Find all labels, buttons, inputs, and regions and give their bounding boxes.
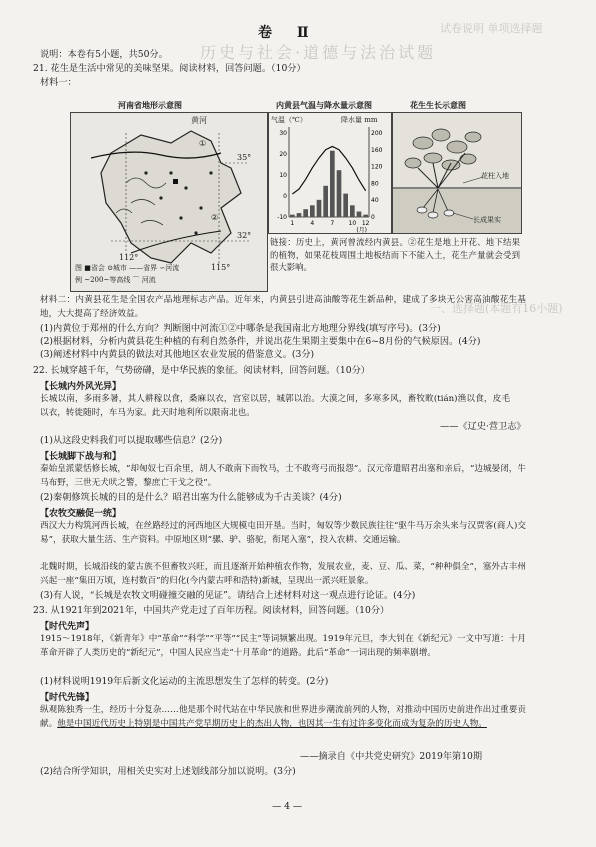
- q22-para3: 西汉大力构筑河西长城，在丝路经过的河西地区大规模屯田开垦。当时，匈奴等少数民族往往“驱牛马万余头来与汉贾客(商人)交易”，获取大量生活、生产资料。中原地区则“骡、驴、骆驼，衔尾入塞”，投入农耕、交通运输。: [40, 521, 526, 545]
- map-label-115: 115°: [211, 263, 231, 272]
- q23-question1: (1)材料说明1919年后新文化运动的主流思想发生了怎样的转变。(2分): [40, 676, 329, 687]
- climate-x-tick: 1: [290, 220, 295, 227]
- q23-source: ——摘录自《中共党史研究》2019年第10期: [300, 751, 483, 762]
- q23-para2-underlined: 他是中国近代历史上特别是中国共产党早期历史上的杰出人物，也因其一生有过许多变化而成为复杂的历史人物。: [57, 718, 487, 729]
- q22-question3: (3)有人说，“长城是农牧文明碰撞交融的见证”。请结合上述材料对这一观点进行论证。(4分): [40, 590, 416, 601]
- climate-precip-bar: [297, 213, 302, 217]
- henan-map: [70, 112, 268, 292]
- climate-precip-bar: [317, 200, 322, 217]
- climate-precip-bar: [357, 212, 362, 217]
- q21-question1: (1)内黄位于郑州的什么方向？判断图中河流①②中哪条是我国南北方地理分界线(填写序号)。(3分): [40, 323, 441, 334]
- climate-temperature-curve: [292, 146, 365, 194]
- page-number: — 4 —: [272, 801, 303, 812]
- q21-question2: (2)根据材料，分析内黄县花生种植的有利自然条件，并说出花生果期主要集中在6~8月份的气候原因。(4分): [40, 336, 481, 347]
- map-label-112: 112°: [119, 253, 139, 262]
- climate-left-tick: 10: [279, 172, 287, 179]
- q23-para1: 1915～1918年，《新青年》中“革命”“科学”“平等”“民主”等词频繁出现。1919年元旦，李大钊在《新纪元》一文中写道：十月革命开辟了人类历史的“新纪元”，中国人民应当走“十月革命”的道路。此后“革命”一词出现的频率剧增。: [40, 634, 526, 658]
- climate-left-tick: 20: [279, 151, 287, 158]
- map-legend-line1: 图 ■省会 ⊙城市 ——省界 ∽河流: [75, 264, 180, 272]
- climate-chart: [268, 112, 392, 234]
- climate-x-tick: 12: [361, 220, 370, 227]
- q23-tag1: 【时代先声】: [40, 622, 95, 632]
- q23-question2: (2)结合所学知识，用相关史实对上述划线部分加以说明。(3分): [40, 766, 296, 777]
- map-label-35: 35°: [237, 153, 252, 162]
- climate-y-right-label: 降水量 mm: [341, 116, 378, 124]
- climate-precip-bar: [350, 205, 355, 217]
- climate-precip-bar: [290, 215, 295, 217]
- climate-right-tick: 200: [371, 130, 383, 137]
- map-label-2: ②: [211, 213, 219, 222]
- peanut-label-2: 长成果实: [473, 216, 501, 224]
- climate-y-left-label: 气温（℃）: [271, 116, 307, 124]
- climate-plot: [269, 113, 391, 233]
- section-title: 卷 Ⅱ: [258, 25, 319, 41]
- climate-right-tick: 40: [371, 197, 379, 205]
- climate-precip-bar: [343, 194, 348, 217]
- q22-tag3: 【农牧交融促一统】: [40, 509, 122, 519]
- climate-right-tick: 160: [371, 146, 383, 154]
- q23-para2: [40, 704, 526, 731]
- q22-question2: (2)秦朝修筑长城的目的是什么？昭君出塞为什么能够成为千古美谈？(4分): [40, 492, 342, 503]
- q22-para2: 秦始皇派蒙恬修长城，“却匈奴七百余里，胡人不敢南下而牧马，士不敢弯弓而报怨”。汉元帝遣昭君出塞和亲后，“边城晏闭，牛马布野，三世无犬吠之警，黎庶亡干戈之役”。: [40, 464, 526, 488]
- q22-tag2: 【长城脚下战与和】: [40, 452, 122, 462]
- q22-para4: 北魏时期，长城沿线的蒙古族不但畜牧兴旺，而且逐渐开始种植农作物，发展农业，麦、豆、瓜、菜，“种种俱全”，塞外古丰州兴起一座“集田万顷，连村数百”的归化(今内蒙古呼和浩特)新城，呈现出一派兴旺景象。: [40, 562, 526, 586]
- climate-x-tick: 4: [310, 220, 315, 227]
- q21-link-text: 链接：历史上，黄河曾流经内黄县。②花生是地上开花、地下结果的植物，如果花枝周围土地板结而下不能入土，花生产量就会受到很大影响。: [270, 237, 520, 272]
- q22-stem: 22. 长城穿越千年，气势磅礴，是中华民族的象征。阅读材料，回答问题。（10分）: [33, 365, 370, 376]
- bleed-through-text-2: 一、选择题(本题有16小题): [430, 302, 563, 315]
- bleed-through-title: 历史与社会·道德与法治试题: [200, 43, 437, 62]
- climate-precip-bar: [363, 215, 368, 217]
- climate-right-tick: 80: [371, 180, 379, 188]
- q23-para2-part1: 纵观陈独秀一生，经历十分复杂……他是那个时代站在中华民族和世界进步潮流前列的人物，对推动中国历史前进作出过重要贡献。: [40, 705, 526, 729]
- climate-x-tick: 7: [330, 220, 335, 227]
- map-legend-line2: 例 ~200~等高线 ⌒ 河流: [75, 276, 156, 284]
- climate-right-tick: 0: [371, 214, 375, 221]
- climate-left-tick: 0: [283, 193, 287, 200]
- section-note: 说明：本卷有5小题，共50分。: [40, 49, 168, 60]
- peanut-figure: [392, 112, 522, 234]
- q22-question1: (1)从这段史料我们可以提取哪些信息？(2分): [40, 435, 223, 446]
- q21-question3: (3)阐述材料中内黄县的做法对其他地区农业发展的借鉴意义。(3分): [40, 349, 315, 360]
- q22-tag1: 【长城内外风光异】: [40, 382, 122, 392]
- climate-left-tick: -10: [277, 214, 287, 221]
- q21-stem: 21. 花生是生活中常见的美味坚果。阅读材料，回答问题。（10分）: [33, 63, 306, 74]
- climate-precip-bar: [303, 209, 308, 217]
- climate-title: 内黄县气温与降水量示意图: [276, 100, 372, 110]
- peanut-label-1: 花柱入地: [481, 172, 509, 180]
- map-label-1: ①: [199, 139, 207, 148]
- q21-material2: 材料二：内黄县花生是全国农产品地理标志产品。近年来，内黄县引进高油酸等花生新品种，建成了多块无公害高油酸花生基地，大大提高了经济效益。: [40, 295, 526, 319]
- q22-para1: 长城以南，多雨多暑，其人耕稼以食，桑麻以衣，宫室以居，城郭以治。大漠之间，多寒多风，畜牧畋(tián)渔以食，皮毛以衣，转徙随时，车马为家。此天时地利所以限南北也。: [40, 394, 510, 418]
- climate-x-tick: 10: [348, 220, 357, 227]
- climate-left-tick: 30: [279, 130, 287, 137]
- q23-tag2: 【时代先锋】: [40, 693, 95, 703]
- q23-stem: 23. 从1921年到2021年，中国共产党走过了百年历程。阅读材料，回答问题。（10分）: [33, 605, 390, 616]
- climate-precip-bar: [310, 205, 315, 217]
- map-title: 河南省地形示意图: [118, 100, 182, 110]
- climate-right-tick: 120: [371, 163, 383, 171]
- peanut-title: 花生生长示意图: [410, 100, 466, 110]
- q21-material1-label: 材料一：: [40, 77, 77, 88]
- map-label-32: 32°: [237, 231, 252, 240]
- climate-x-unit: (月): [356, 227, 367, 233]
- climate-precip-bar: [330, 151, 335, 217]
- climate-precip-bar: [323, 186, 328, 217]
- q22-source1: ——《辽史·营卫志》: [440, 421, 526, 432]
- climate-precip-bar: [337, 170, 342, 217]
- map-label-huanghe: 黄河: [191, 116, 207, 125]
- bleed-through-text: 试卷说明 单项选择题: [440, 22, 543, 35]
